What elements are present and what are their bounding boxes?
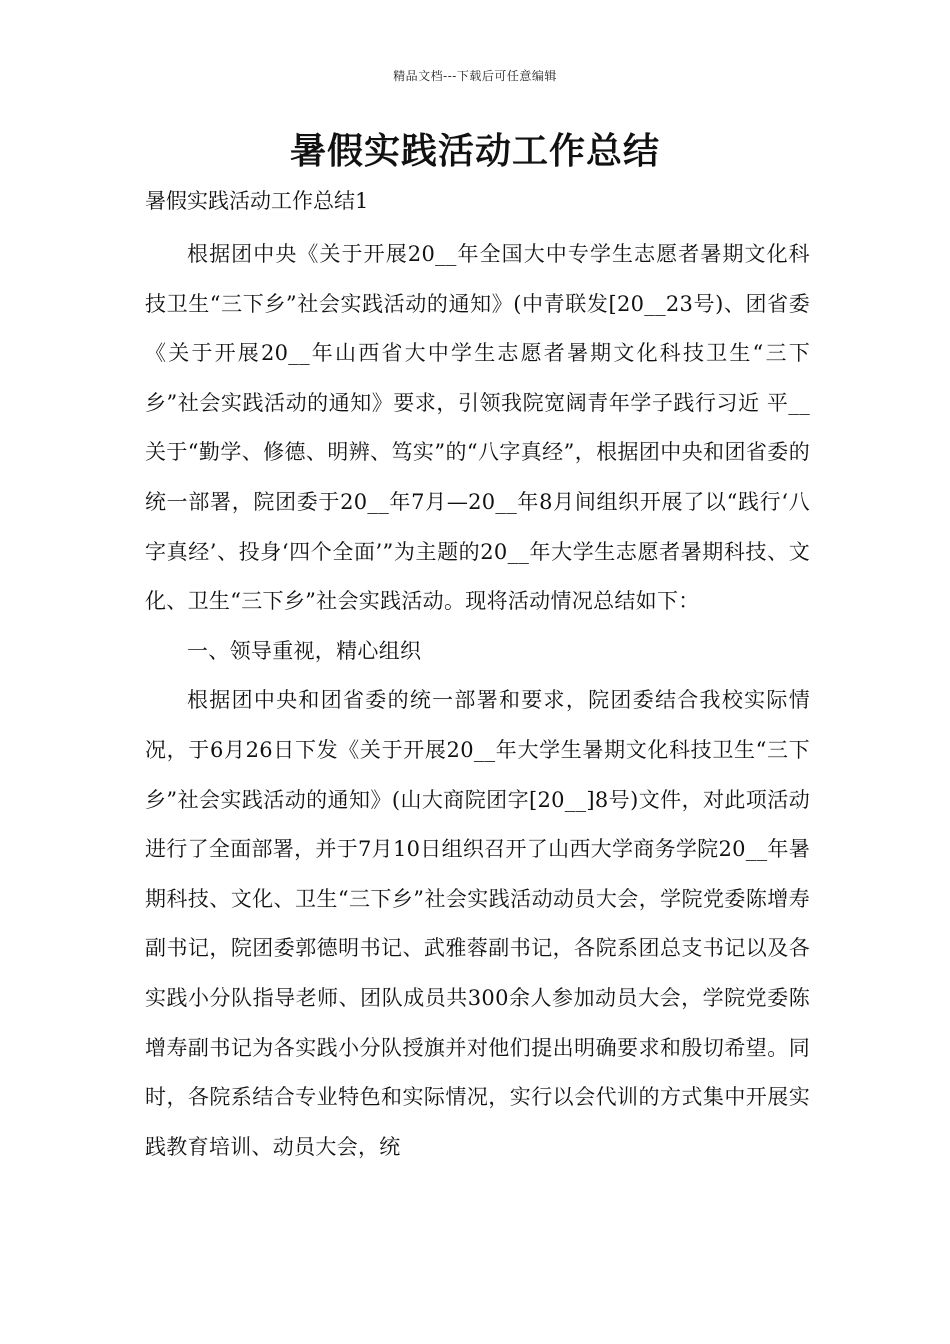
section-heading-1: 一、领导重视，精心组织: [187, 638, 422, 663]
document-body: [145, 230, 810, 1172]
section-subtitle: 暑假实践活动工作总结1: [145, 189, 369, 213]
page-title: 暑假实践活动工作总结: [289, 131, 660, 172]
paragraph-organization: 根据团中央和团省委的统一部署和要求，院团委结合我校实际情况，于6月26日下发《关于开展20__年大学生暑期文化科技卫生“三下乡”社会实践活动的通知》(山大商院团字[20__]8号)文件，对此项活动进行了全面部署，并于7月10日组织召开了山西大学商务学院20__年暑期科技、文化、卫生“三下乡”社会实践活动动员大会，学院党委陈增寿副书记，院团委郭德明书记、武雅蓉副书记，各院系团总支书记以及各实践小分队指导老师、团队成员共300余人参加动员大会，学院党委陈增寿副书记为各实践小分队授旗并对他们提出明确要求和殷切希望。同时，各院系结合专业特色和实际情况，实行以会代训的方式集中开展实践教育培训、动员大会，统: [145, 688, 811, 1159]
paragraph-intro: 根据团中央《关于开展20__年全国大中专学生志愿者暑期文化科技卫生“三下乡”社会实践活动的通知》(中青联发[20__23号)、团省委《关于开展20__年山西省大中学生志愿者暑期文化科技卫生“三下乡”社会实践活动的通知》要求，引领我院宽阔青年学子践行习近 平__关于“勤学、修德、明辨、笃实”的“八字真经”，根据团中央和团省委的统一部署，院团委于20__年7月—20__年8月间组织开展了以“践行‘八字真经’、投身‘四个全面’”为主题的20__年大学生志愿者暑期科技、文化、卫生“三下乡”社会实践活动。现将活动情况总结如下：: [145, 242, 810, 614]
header-note: 精品文档---下载后可任意编辑: [393, 69, 557, 83]
